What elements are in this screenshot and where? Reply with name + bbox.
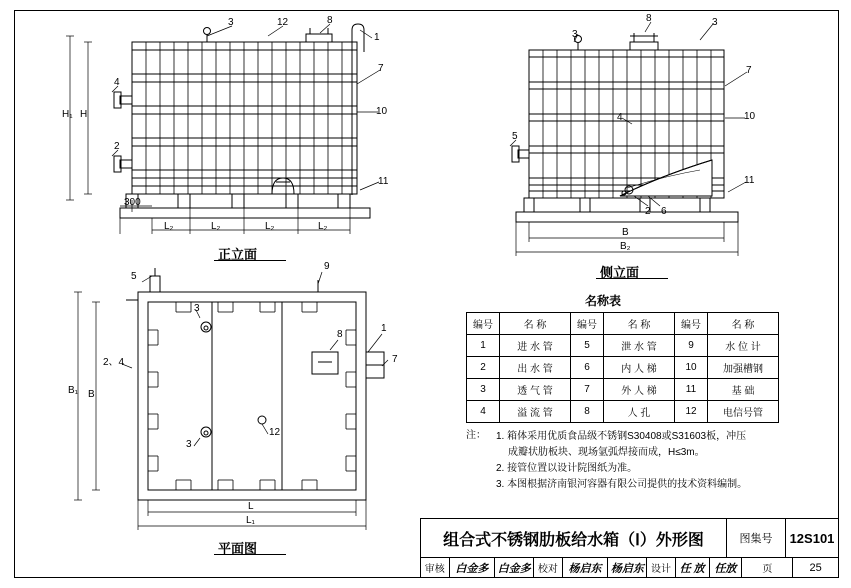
name-table [466, 312, 779, 423]
front-dim-l2-d: L₂ [318, 221, 328, 232]
design-signature: 任 放 [676, 558, 710, 577]
name-table-cell: 透 气 管 [500, 379, 571, 401]
name-table-header-4: 编号 [675, 313, 708, 335]
page-label: 页 [742, 558, 793, 577]
name-table-cell: 10 [675, 357, 708, 379]
plan-callout-5: 5 [131, 271, 137, 282]
name-table-header-1: 名 称 [500, 313, 571, 335]
plan-callout-8: 8 [337, 329, 343, 340]
side-callout-8: 8 [646, 13, 652, 24]
check-signature: 杨启东 [563, 558, 609, 577]
plan-title-underline [214, 554, 286, 555]
plan-dim-l1: L₁ [246, 515, 255, 526]
side-callout-3b: 3 [572, 29, 578, 40]
notes-label: 注： [466, 430, 486, 441]
review-signature: 白金多 [450, 558, 496, 577]
name-table-cell: 出 水 管 [500, 357, 571, 379]
name-table-cell: 加强槽钢 [708, 357, 779, 379]
front-callout-4: 4 [114, 77, 120, 88]
plan-callout-7: 7 [392, 354, 398, 365]
name-table-cell: 4 [467, 401, 500, 423]
front-dim-h: H [80, 109, 88, 120]
plan-callout-3a: 3 [194, 303, 200, 314]
side-callout-6: 6 [661, 206, 667, 217]
name-table-header-5: 名 称 [708, 313, 779, 335]
front-callout-1: 1 [374, 32, 380, 43]
name-table-header-3: 名 称 [604, 313, 675, 335]
name-table-title: 名称表 [585, 294, 622, 308]
name-table-cell: 12 [675, 401, 708, 423]
name-table-cell: 内 人 梯 [604, 357, 675, 379]
name-table-cell: 6 [571, 357, 604, 379]
table-row [467, 335, 779, 357]
table-row [467, 401, 779, 423]
drawing-title: 组合式不锈钢肋板给水箱（Ⅰ）外形图 [421, 519, 727, 558]
front-callout-11: 11 [378, 176, 389, 187]
front-dim-l2-b: L₂ [211, 221, 221, 232]
front-dim-l2-c: L₂ [265, 221, 275, 232]
plan-callout-2-4: 2、4 [103, 357, 125, 368]
front-callout-3: 3 [228, 17, 234, 28]
side-callout-2: 2 [645, 206, 651, 217]
page-number: 25 [809, 561, 822, 574]
table-row [467, 357, 779, 379]
check-label: 校对 [534, 558, 563, 577]
plan-callout-3b: 3 [186, 439, 192, 450]
table-header-row [467, 313, 779, 335]
approval-row [421, 558, 838, 577]
name-table-cell: 基 础 [708, 379, 779, 401]
note-item-2: 2. 接管位置以设计院图纸为准。 [496, 463, 638, 474]
plan-dim-l: L [248, 501, 254, 512]
name-table-cell: 人 孔 [604, 401, 675, 423]
side-callout-11: 11 [744, 175, 755, 186]
side-dim-b: B [622, 227, 629, 238]
name-table-cell: 外 人 梯 [604, 379, 675, 401]
front-dim-l2-a: L₂ [164, 221, 174, 232]
name-table-cell: 3 [467, 379, 500, 401]
note-item-3: 3. 本图根据济南银河容器有限公司提供的技术资料编制。 [496, 479, 748, 490]
front-callout-7: 7 [378, 63, 384, 74]
plan-callout-9: 9 [324, 261, 330, 272]
front-callout-2: 2 [114, 141, 120, 152]
name-table-cell: 5 [571, 335, 604, 357]
front-callout-12: 12 [277, 17, 289, 28]
atlas-label: 图集号 [727, 519, 786, 558]
side-callout-3: 3 [712, 17, 718, 28]
name-table-cell: 8 [571, 401, 604, 423]
plan-dim-b: B [88, 389, 95, 400]
table-row [467, 379, 779, 401]
name-table-cell: 电信号管 [708, 401, 779, 423]
name-table-cell: 泄 水 管 [604, 335, 675, 357]
plan-dim-b1: B₁ [68, 385, 79, 396]
review-label: 审核 [421, 558, 450, 577]
front-dim-h1: H₁ [62, 109, 73, 120]
side-dim-b2: B₂ [620, 241, 631, 252]
side-callout-4: 4 [617, 112, 623, 123]
review-signature-hand: 白金多 [495, 558, 534, 577]
plan-callout-12: 12 [269, 427, 281, 438]
name-table-cell: 进 水 管 [500, 335, 571, 357]
name-table-cell: 9 [675, 335, 708, 357]
front-callout-10: 10 [376, 106, 388, 117]
front-callout-8: 8 [327, 15, 333, 26]
name-table-cell: 水 位 计 [708, 335, 779, 357]
name-table-cell: 2 [467, 357, 500, 379]
name-table-cell: 11 [675, 379, 708, 401]
check-signature-hand: 杨启东 [608, 558, 647, 577]
design-signature-hand: 任放 [710, 558, 743, 577]
notes-block [466, 428, 826, 493]
title-block [420, 518, 838, 577]
name-table-header-0: 编号 [467, 313, 500, 335]
name-table-cell: 溢 流 管 [500, 401, 571, 423]
note-item-1b: 成瓣状肋板块、现场氩弧焊接而成，H≤3m。 [508, 447, 705, 458]
plan-view-title: 平面图 [218, 541, 258, 556]
plan-callout-1: 1 [381, 323, 387, 334]
design-label: 设计 [647, 558, 676, 577]
note-item-1: 1. 箱体采用优质食品级不锈钢S30408或S31603板，冲压 [496, 431, 747, 442]
side-callout-7: 7 [746, 65, 752, 76]
front-elevation-title: 正立面 [218, 247, 258, 262]
atlas-number: 12S101 [786, 519, 838, 558]
name-table-cell: 7 [571, 379, 604, 401]
side-elevation-title: 侧立面 [600, 265, 640, 280]
side-callout-10: 10 [744, 111, 756, 122]
name-table-cell: 1 [467, 335, 500, 357]
side-callout-5: 5 [512, 131, 518, 142]
front-dim-300: 300 [124, 197, 141, 208]
name-table-header-2: 编号 [571, 313, 604, 335]
